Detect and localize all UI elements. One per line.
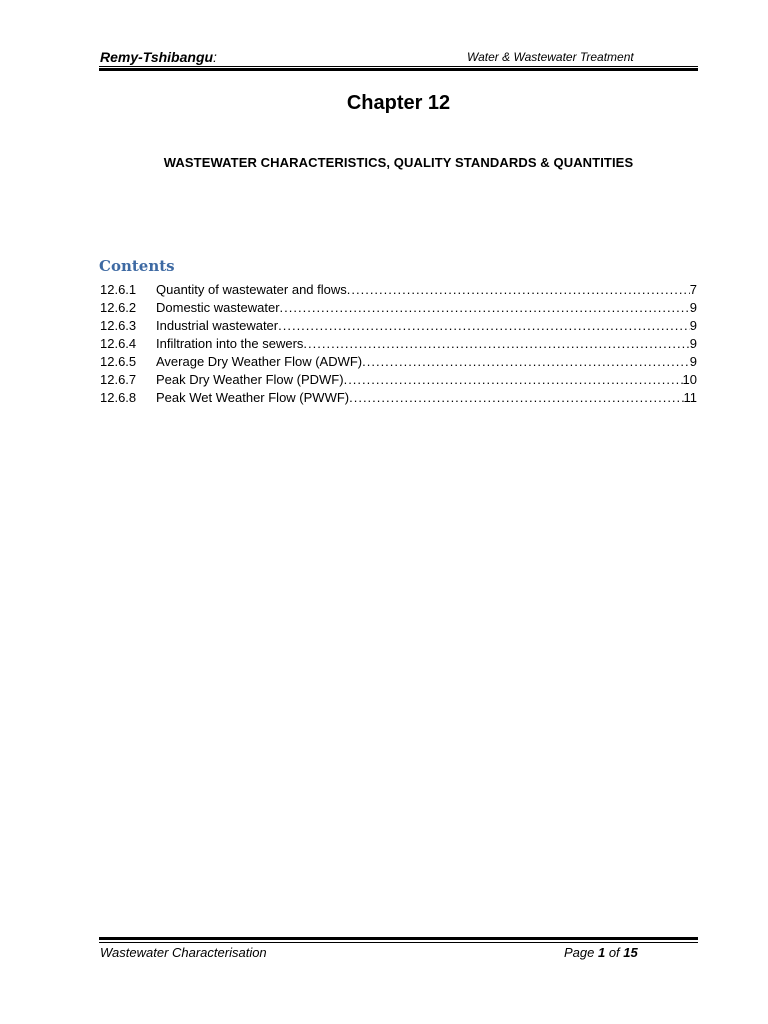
header-rule-thin (99, 66, 698, 67)
toc-entry[interactable] (100, 353, 697, 371)
toc-entry-number: 12.6.5 (100, 354, 137, 369)
toc-dot-leader (344, 371, 683, 389)
toc-dot-leader (349, 389, 683, 407)
toc-entry[interactable] (100, 371, 697, 389)
page-footer (99, 944, 698, 964)
toc-entry-title: Peak Wet Weather Flow (PWWF) (156, 390, 350, 405)
toc-entry[interactable] (100, 317, 697, 335)
toc-entry-page: 9 (689, 318, 697, 333)
contents-heading: Contents (99, 257, 175, 275)
toc-entry[interactable] (100, 299, 697, 317)
footer-rule-thick (99, 937, 698, 940)
toc-entry-page: 9 (689, 300, 697, 315)
footer-document-name: Wastewater Characterisation (100, 945, 267, 960)
chapter-title: Chapter 12 (346, 92, 451, 114)
toc-dot-leader (347, 281, 690, 299)
toc-entry-number: 12.6.3 (100, 318, 137, 333)
toc-entry-title: Domestic wastewater (156, 300, 280, 315)
toc-dot-leader (362, 353, 690, 371)
toc-entry-title: Quantity of wastewater and flows (156, 282, 347, 297)
toc-entry-number: 12.6.2 (100, 300, 137, 315)
toc-dot-leader (278, 317, 690, 335)
toc-dot-leader (303, 335, 689, 353)
footer-page-number: Page 1 of 15 (564, 945, 638, 960)
toc-entry-page: 11 (683, 390, 697, 405)
toc-entry[interactable] (100, 335, 697, 353)
toc-entry-title: Industrial wastewater (156, 318, 279, 333)
toc-entry[interactable] (100, 281, 697, 299)
table-of-contents (100, 281, 697, 407)
toc-entry-page: 10 (682, 372, 697, 387)
header-rule-thick (99, 68, 698, 71)
toc-entry-number: 12.6.1 (100, 282, 137, 297)
toc-entry-page: 7 (689, 282, 697, 297)
toc-entry-number: 12.6.4 (100, 336, 137, 351)
toc-dot-leader (280, 299, 690, 317)
toc-entry[interactable] (100, 389, 697, 407)
toc-entry-number: 12.6.8 (100, 390, 137, 405)
header-author: Remy-Tshibangu: (100, 49, 217, 65)
header-book-title: Water & Wastewater Treatment (467, 50, 634, 64)
toc-entry-title: Peak Dry Weather Flow (PDWF) (156, 372, 344, 387)
page-header (99, 47, 698, 67)
toc-entry-number: 12.6.7 (100, 372, 137, 387)
toc-entry-page: 9 (689, 336, 697, 351)
toc-entry-page: 9 (689, 354, 697, 369)
toc-entry-title: Infiltration into the sewers (156, 336, 304, 351)
toc-entry-title: Average Dry Weather Flow (ADWF) (156, 354, 363, 369)
chapter-subtitle: WASTEWATER CHARACTERISTICS, QUALITY STANDARDS & QUANTITIES (163, 155, 634, 170)
footer-rule-thin (99, 942, 698, 943)
